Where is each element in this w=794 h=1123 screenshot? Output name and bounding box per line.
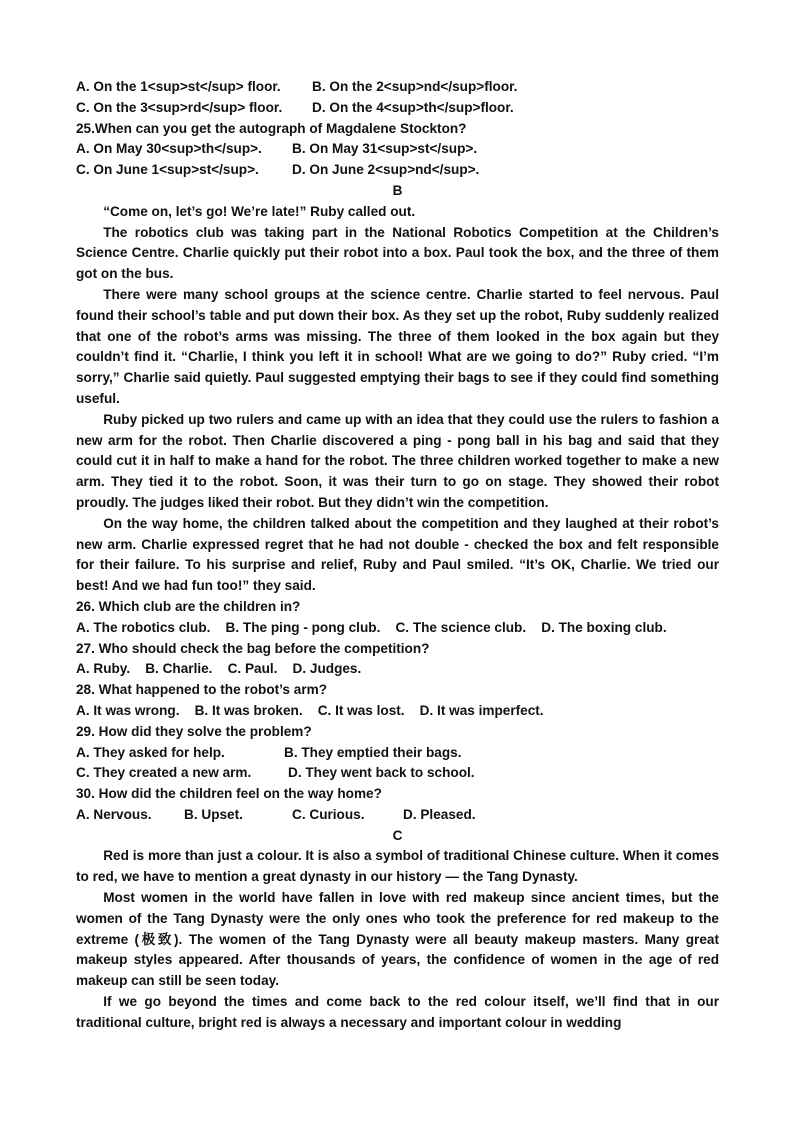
q27-question: 27. Who should check the bag before the competition? — [76, 640, 430, 656]
q25-option-c: C. On June 1<sup>st</sup>. — [76, 162, 259, 178]
q25-option-d: D. On June 2<sup>nd</sup>. — [292, 162, 480, 178]
q29-option-d: D. They went back to school. — [288, 765, 475, 781]
q30-option-a: A. Nervous. — [76, 806, 152, 822]
section-b-paragraph-1: “Come on, let’s go! We’re late!” Ruby called out. — [103, 203, 416, 219]
q30-question: 30. How did the children feel on the way home? — [76, 786, 382, 802]
q28-options: A. It was wrong. B. It was broken. C. It was lost. D. It was imperfect. — [76, 702, 544, 718]
section-c-heading: C — [392, 827, 403, 843]
q26-options: A. The robotics club. B. The ping - pong club. C. The science club. D. The boxing club. — [76, 619, 667, 635]
q25-options-row-1 — [76, 139, 719, 160]
q29-option-b: B. They emptied their bags. — [284, 744, 462, 760]
q24-options-row-1 — [76, 77, 719, 98]
section-b-paragraph-3: There were many school groups at the science centre. Charlie started to feel nervous. Paul found their school’s table and put down their box. As they set up the robot, Ruby suddenly realized that one of the robot’s arms was missing. The three of them looked in the box again but they couldn’t find it. “Charlie, I think you left it in school! What are we going to do?” Ruby cried. “I’m sorry,” Charlie said quietly. Paul suggested emptying their bags to see if they could find something useful. — [76, 286, 719, 406]
section-c-paragraph-2: Most women in the world have fallen in love with red makeup since ancient times, but the women of the Tang Dynasty were the only ones who took the preference for red makeup to the extreme (极致). The women of the Tang Dynasty were all beauty makeup masters. Many great makeup styles appeared. After thousands of years, the confidence of women in the age of red makeup can still be seen today. — [76, 890, 719, 989]
exam-page — [76, 77, 719, 1034]
section-b-paragraph-4: Ruby picked up two rulers and came up with an idea that they could use the rulers to fashion a new arm for the robot. Then Charlie discovered a ping - pong ball in his bag and said that they could cut it in half to make a hand for the robot. The three children worked together to make a new arm. They tied it to the robot. Soon, it was their turn to go on stage. They showed their robot proudly. The judges liked their robot. But they didn’t win the competition. — [76, 411, 719, 510]
q29-question: 29. How did they solve the problem? — [76, 723, 312, 739]
q30-option-c: C. Curious. — [292, 806, 365, 822]
q24-option-d: D. On the 4<sup>th</sup>floor. — [312, 99, 514, 115]
q24-option-a: A. On the 1<sup>st</sup> floor. — [76, 79, 281, 94]
q29-options-row-2 — [76, 763, 719, 784]
q28-question: 28. What happened to the robot’s arm? — [76, 682, 327, 698]
section-c-paragraph-3: If we go beyond the times and come back to the red colour itself, we’ll find that in our traditional culture, bright red is always a necessary and important colour in wedding — [76, 994, 719, 1030]
q25-options-row-2 — [76, 160, 719, 181]
q25-question: 25.When can you get the autograph of Magdalene Stockton? — [76, 120, 467, 136]
q24-options-row-2 — [76, 98, 719, 119]
q27-options: A. Ruby. B. Charlie. C. Paul. D. Judges. — [76, 661, 362, 677]
section-c-paragraph-1: Red is more than just a colour. It is also a symbol of traditional Chinese culture. When it comes to red, we have to mention a great dynasty in our history — the Tang Dynasty. — [76, 848, 719, 885]
q29-option-c: C. They created a new arm. — [76, 765, 252, 781]
q30-option-d: D. Pleased. — [403, 806, 476, 822]
q24-option-c: C. On the 3<sup>rd</sup> floor. — [76, 99, 283, 115]
q24-option-b: B. On the 2<sup>nd</sup>floor. — [312, 79, 518, 94]
q30-option-b: B. Upset. — [184, 806, 243, 822]
q29-options-row-1 — [76, 743, 719, 764]
q26-question: 26. Which club are the children in? — [76, 598, 301, 614]
section-b-paragraph-2: The robotics club was taking part in the National Robotics Competition at the Children’s Science Centre. Charlie quickly put their robot into a box. Paul took the box, and the three of them got on the bus. — [76, 224, 719, 282]
section-b-heading: B — [392, 182, 403, 198]
q25-option-a: A. On May 30<sup>th</sup>. — [76, 141, 262, 157]
q30-options — [76, 805, 719, 826]
section-b-paragraph-5: On the way home, the children talked about the competition and they laughed at their robot’s new arm. Charlie expressed regret that he had not double - checked the box and felt responsible for their failure. To his surprise and relief, Ruby and Paul smiled. “It’s OK, Charlie. We tried our best! And we had fun too!” they said. — [76, 515, 719, 594]
q25-option-b: B. On May 31<sup>st</sup>. — [292, 141, 478, 157]
q29-option-a: A. They asked for help. — [76, 744, 225, 760]
